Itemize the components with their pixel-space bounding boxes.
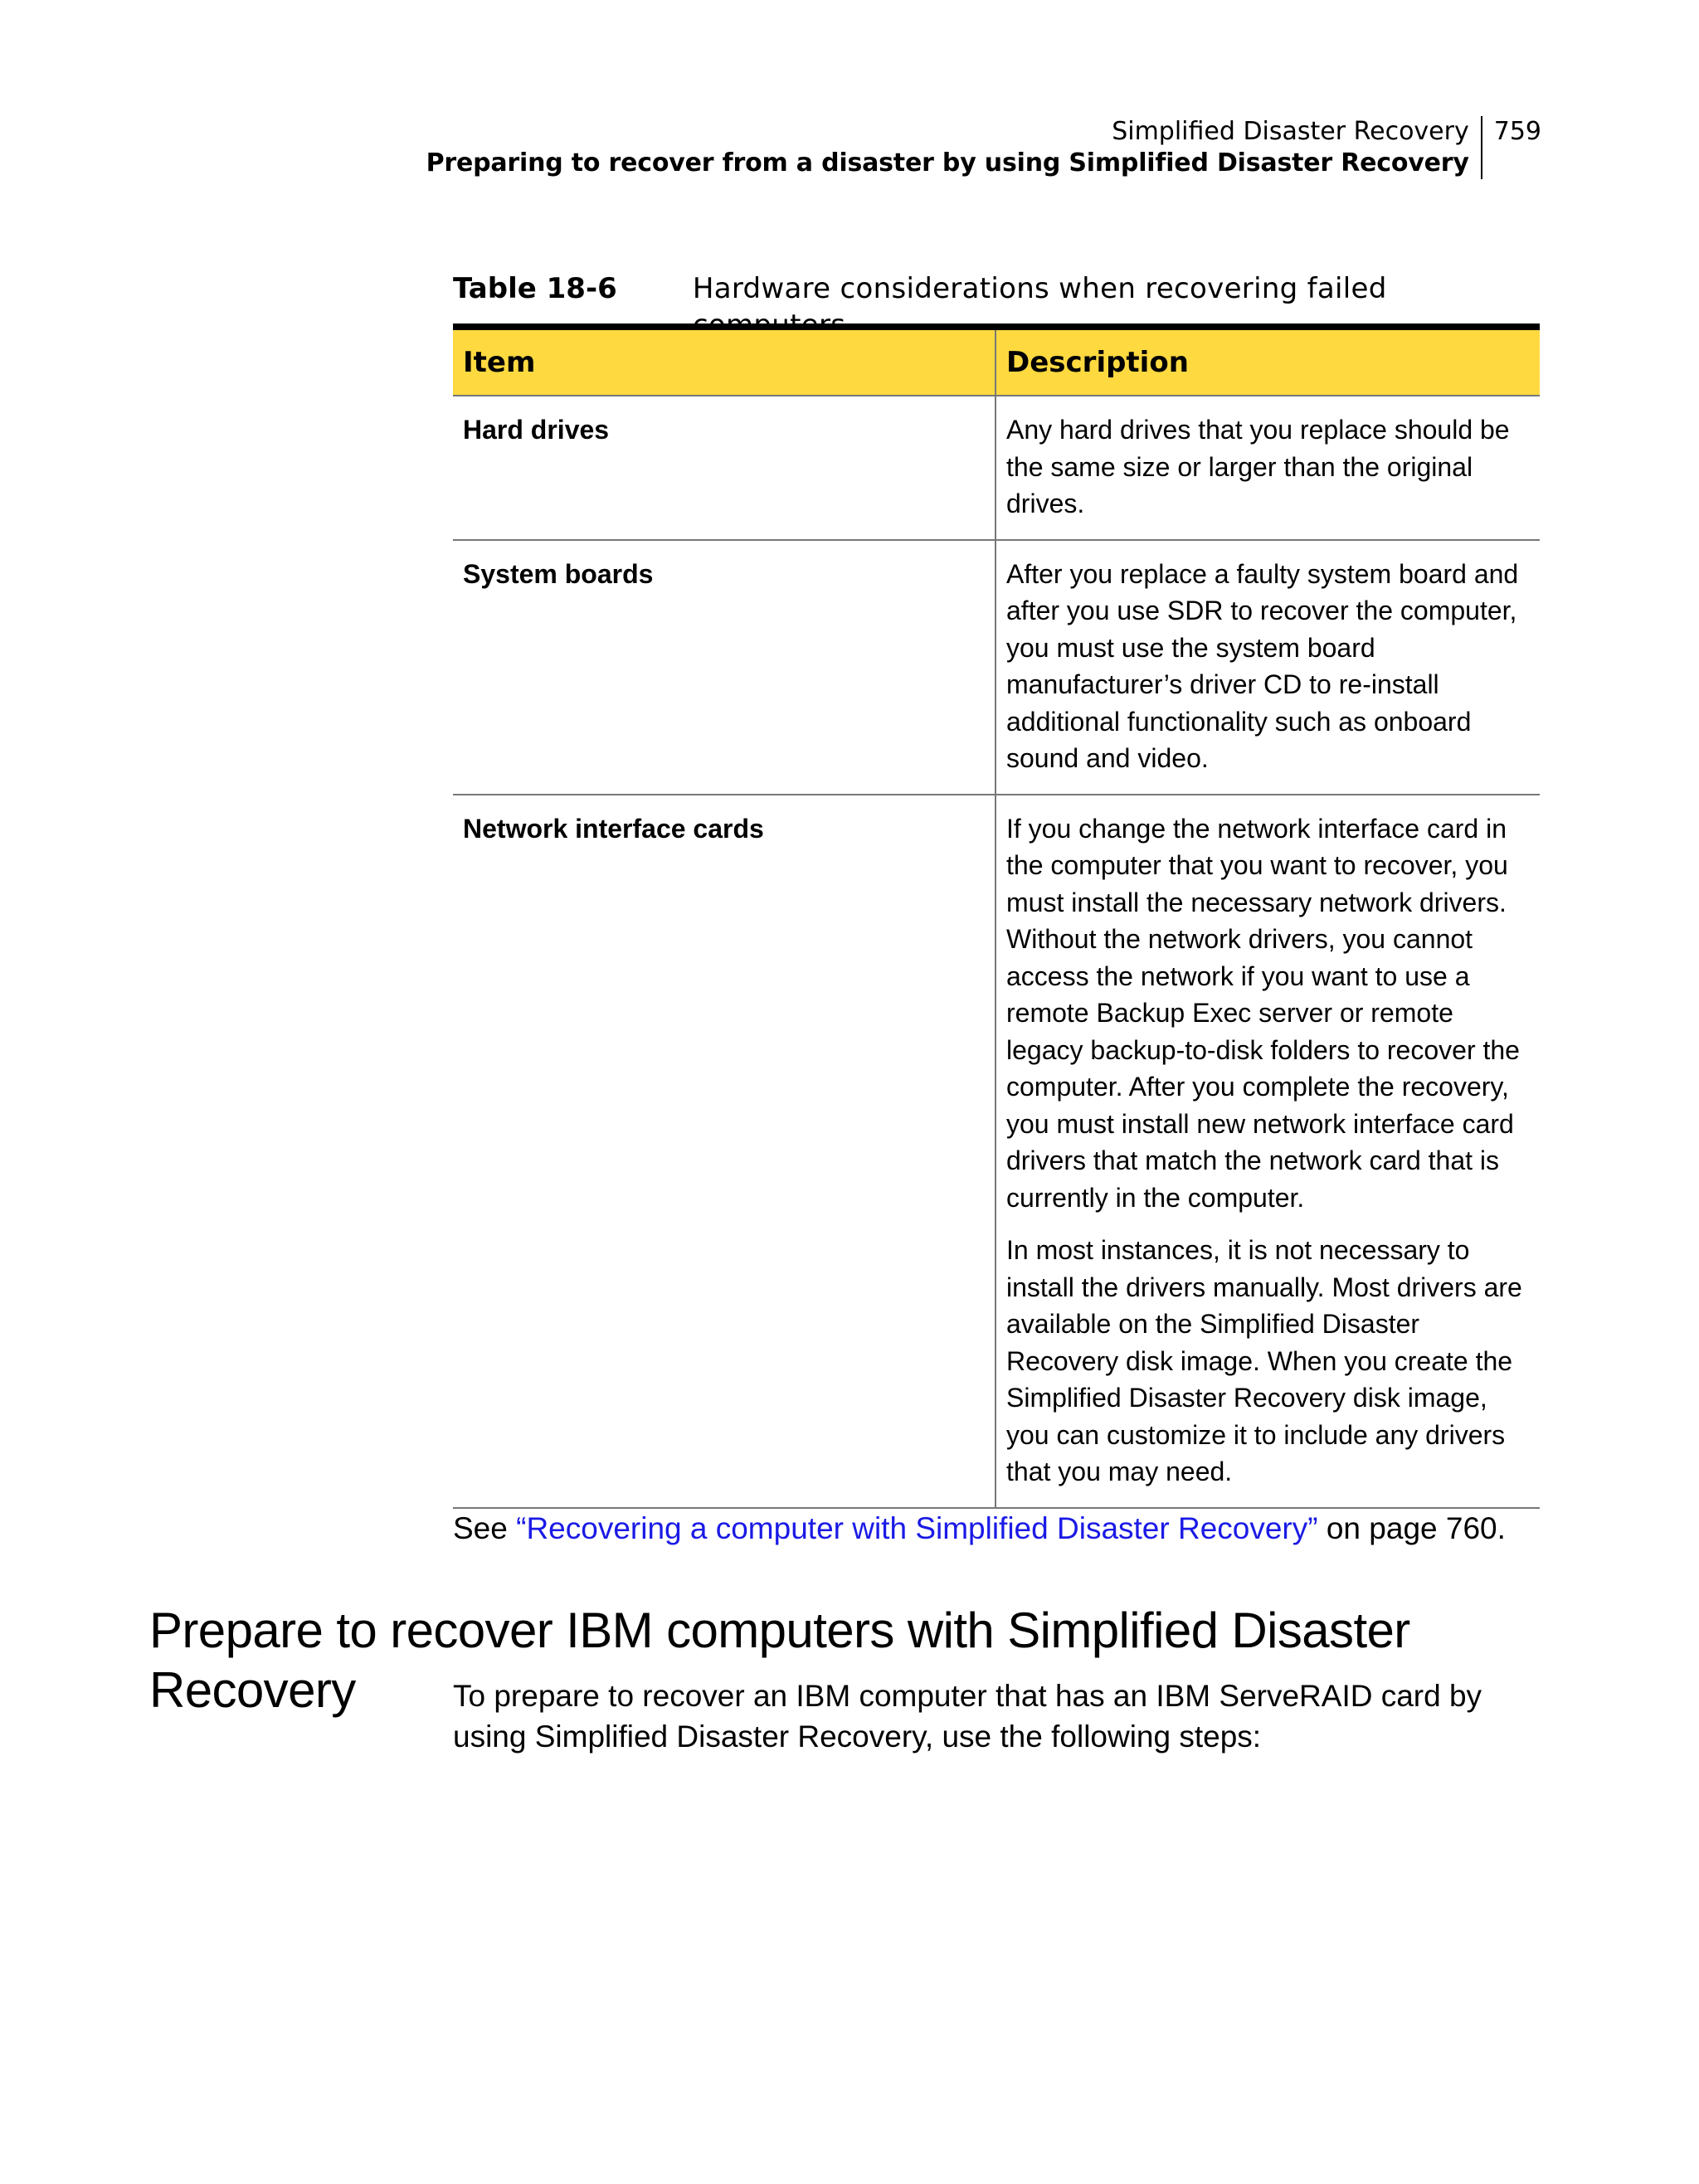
column-header-item: Item <box>453 327 996 396</box>
row-description <box>996 795 1540 1508</box>
header-section-title: Preparing to recover from a disaster by using Simplified Disaster Recovery <box>426 148 1469 178</box>
running-header-text <box>426 116 1482 179</box>
running-header <box>426 116 1541 179</box>
row-description <box>996 540 1540 795</box>
table-number: Table 18-6 <box>453 272 617 305</box>
table-header-row <box>453 327 1540 396</box>
description-paragraph: If you change the network interface card in the computer that you want to recover, you must install the necessary network drivers. Without the network drivers, you cannot access the network if you want to use a remote Backup Exec server or remote legacy backup-to-disk folders to recover the computer. After you complete the recovery, you must install new network interface card drivers that match the network card that is currently in the computer. <box>1006 813 1520 1213</box>
section-heading: Prepare to recover IBM computers with Simplified Disaster Recovery <box>149 1603 1410 1718</box>
row-item-network-interface-cards: Network interface cards <box>453 795 996 1508</box>
intro-paragraph: To prepare to recover an IBM computer that has an IBM ServeRAID card by using Simplified Disaster Recovery, use the following steps: <box>453 1679 1482 1754</box>
table-row <box>453 540 1540 795</box>
see-also-suffix: on page 760. <box>1317 1511 1506 1545</box>
row-item-system-boards: System boards <box>453 540 996 795</box>
column-header-description: Description <box>996 327 1540 396</box>
see-also-reference <box>453 1510 1506 1548</box>
table-title: Hardware considerations when recovering failed computers <box>692 272 1387 342</box>
description-paragraph: After you replace a faulty system board and after you use SDR to recover the computer, you must use the system board manufacturer’s driver CD to re-install additional functionality such as onboard sound and video. <box>1006 558 1519 773</box>
page-number: 759 <box>1493 117 1541 146</box>
row-item-hard-drives: Hard drives <box>453 396 996 540</box>
table-row <box>453 396 1540 540</box>
description-paragraph: Any hard drives that you replace should be the same size or larger than the original drives. <box>1006 415 1510 518</box>
row-description <box>996 396 1540 540</box>
description-paragraph: In most instances, it is not necessary to install the drivers manually. Most drivers are available on the Simplified Disaster Recovery disk image. When you create the Simplified Disaster Recovery disk image, you can customize it to include any drivers that you may need. <box>1006 1235 1522 1486</box>
hardware-considerations-table <box>453 323 1540 1509</box>
cross-reference-link[interactable]: “Recovering a computer with Simplified Disaster Recovery” <box>516 1511 1318 1545</box>
table-row <box>453 795 1540 1508</box>
header-chapter-title: Simplified Disaster Recovery <box>1112 117 1469 146</box>
see-also-prefix: See <box>453 1511 517 1545</box>
